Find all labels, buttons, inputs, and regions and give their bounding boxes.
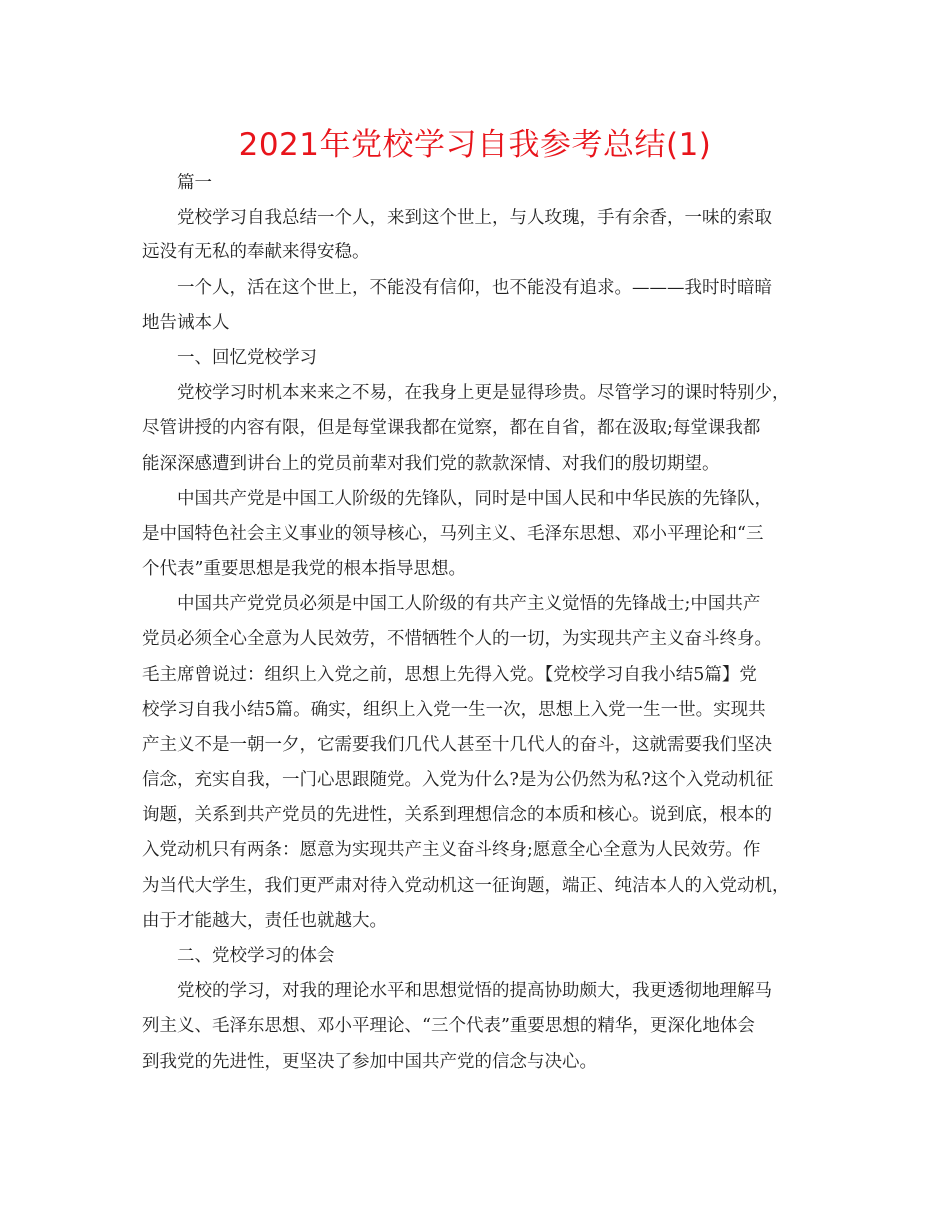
text-line: 是中国特色社会主义事业的领导核心，马列主义、毛泽东思想、邓小平理论和“三 (142, 524, 764, 544)
text-line: 毛主席曾说过：组织上入党之前，思想上先得入党。【党校学习自我小结5篇】党 (142, 665, 757, 685)
text-line: 中国共产党是中国工人阶级的先锋队，同时是中国人民和中华民族的先锋队， (177, 489, 772, 509)
text-line: 党校学习时机本来来之不易，在我身上更是显得珍贵。尽管学习的课时特别少， (177, 383, 790, 403)
text-line: 远没有无私的奉献来得安稳。 (142, 242, 370, 262)
text-line: 询题，关系到共产党员的先进性，关系到理想信念的本质和核心。说到底，根本的 (142, 805, 772, 825)
text-line: 中国共产党党员必须是中国工人阶级的有共产主义觉悟的先锋战士;中国共产 (177, 594, 761, 614)
text-line: 列主义、毛泽东思想、邓小平理论、“三个代表”重要思想的精华，更深化地体会 (142, 1016, 755, 1036)
text-line: 党校的学习，对我的理论水平和思想觉悟的提高协助颇大，我更透彻地理解马 (177, 981, 772, 1001)
text-line: 信念，充实自我，一门心思跟随党。入党为什么?是为公仍然为私?这个入党动机征 (142, 770, 774, 790)
text-line: 由于才能越大，责任也就越大。 (142, 911, 387, 931)
text-line: 个代表”重要思想是我党的根本指导思想。 (142, 559, 466, 579)
text-line: 党员必须全心全意为人民效劳，不惜牺牲个人的一切，为实现共产主义奋斗终身。 (142, 629, 772, 649)
text-line: 到我党的先进性，更坚决了参加中国共产党的信念与决心。 (142, 1052, 597, 1072)
text-line: 地告诫本人 (142, 313, 230, 333)
text-line: 为当代大学生，我们更严肃对待入党动机这一征询题，端正、纯洁本人的入党动机， (142, 876, 790, 896)
text-line: 产主义不是一朝一夕，它需要我们几代人甚至十几代人的奋斗，这就需要我们坚决 (142, 735, 772, 755)
text-line: 二、党校学习的体会 (177, 946, 335, 966)
text-line: 一、回忆党校学习 (177, 348, 317, 368)
text-line: 入党动机只有两条：愿意为实现共产主义奋斗终身;愿意全心全意为人民效劳。作 (142, 840, 761, 860)
text-line: 一个人，活在这个世上，不能没有信仰，也不能没有追求。———我时时暗暗 (177, 278, 772, 298)
text-line: 篇一 (177, 173, 212, 193)
document-title: 2021年党校学习自我参考总结(1) (238, 127, 712, 163)
text-line: 能深深感遭到讲台上的党员前辈对我们党的款款深情、对我们的殷切期望。 (142, 454, 720, 474)
text-line: 尽管讲授的内容有限，但是每堂课我都在觉察，都在自省，都在汲取;每堂课我都 (142, 418, 761, 438)
text-line: 党校学习自我总结一个人，来到这个世上，与人玫瑰，手有余香，一味的索取 (177, 208, 772, 228)
text-line: 校学习自我小结5篇。确实，组织上入党一生一次，思想上入党一生一世。实现共 (142, 700, 766, 720)
